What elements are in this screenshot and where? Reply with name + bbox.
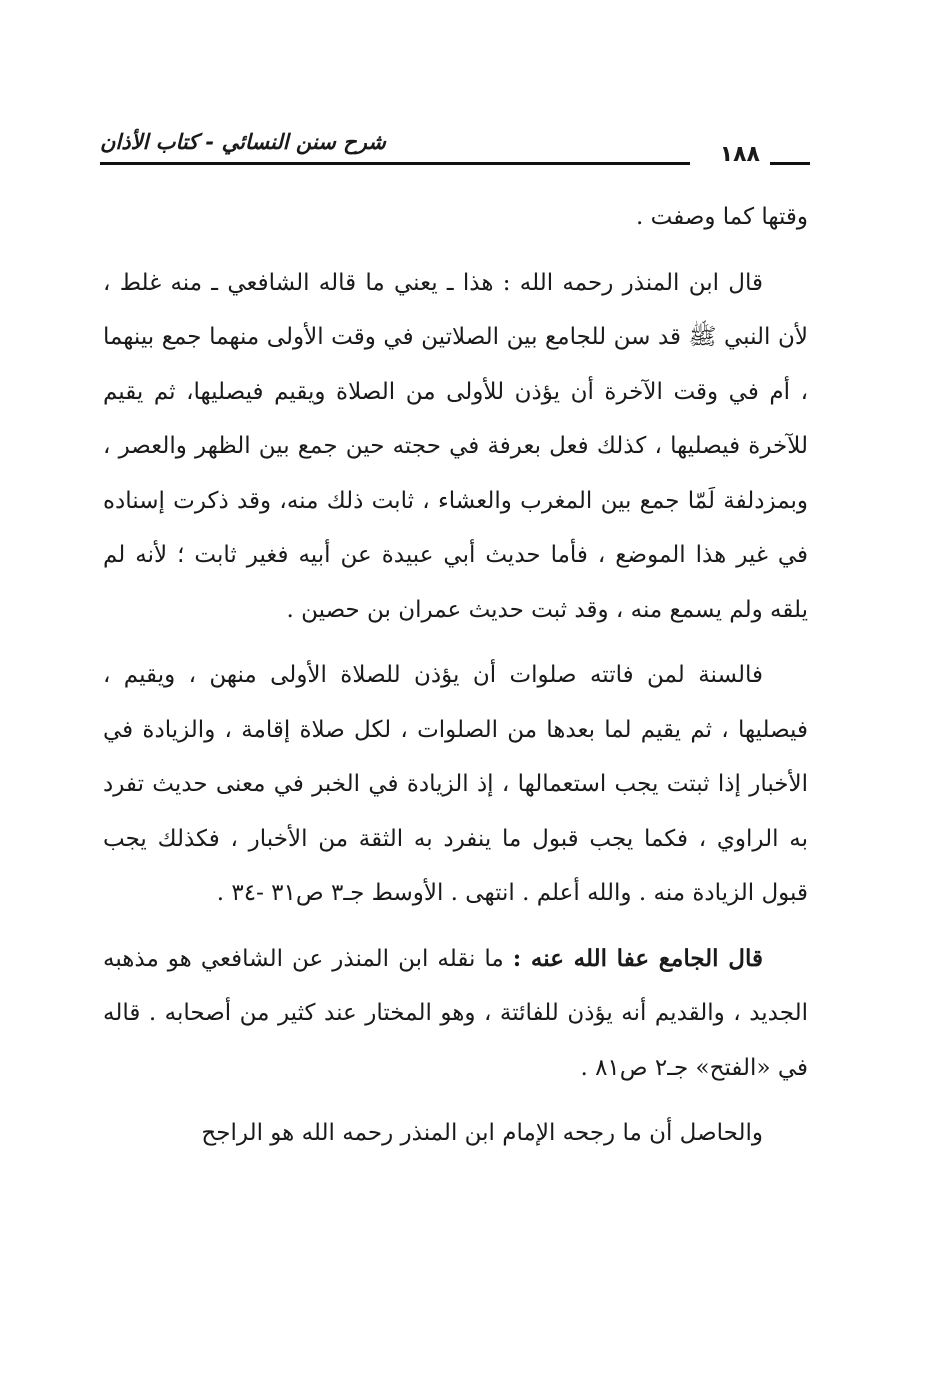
body-text <box>103 190 808 1161</box>
paragraph-sunnah: فالسنة لمن فاتته صلوات أن يؤذن للصلاة الأولى منهن ، ويقيم ، فيصليها ، ثم يقيم لما بعدها من الصلوات ، لكل صلاة إقامة ، والزيادة في الأخبار إذا ثبتت يجب استعمالها ، إذ الزيادة في الخبر في معنى حديث تفرد به الراوي ، فكما يجب قبول ما ينفرد به الثقة من الأخبار ، فكذلك يجب قبول الزيادة منه . والله أعلم . انتهى . الأوسط جـ٣ ص٣١ -٣٤ . <box>103 662 808 906</box>
paragraph-lead: قال الجامع عفا الله عنه : <box>512 944 763 972</box>
paragraph-jami-text: ما نقله ابن المنذر عن الشافعي هو مذهبه الجديد ، والقديم أنه يؤذن للفائتة ، وهو المختار عند كثير من أصحابه . قاله في «الفتح» جـ٢ ص٨١ . <box>103 945 808 1081</box>
paragraph-ibn-almundhir: قال ابن المنذر رحمه الله : هذا ـ يعني ما قاله الشافعي ـ منه غلط ، لأن النبي ﷺ قد سن للجامع بين الصلاتين في وقت الأولى منهما جمع بينهما ، أم في وقت الآخرة أن يؤذن للأولى من الصلاة ويقيم فيصليها، ثم يقيم للآخرة فيصليها ، كذلك فعل بعرفة في حجته حين جمع بين الظهر والعصر ، وبمزدلفة لَمّا جمع بين المغرب والعشاء ، ثابت ذلك منه، وقد ذكرت إسناده في غير هذا الموضع ، فأما حديث أبي عبيدة عن أبيه فغير ثابت ؛ لأنه لم يلقه ولم يسمع منه ، وقد ثبت حديث عمران بن حصين . <box>103 269 808 623</box>
page-number: ١٨٨ <box>719 142 760 167</box>
page-header <box>100 112 810 172</box>
running-title: شرح سنن النسائي - كتاب الأذان <box>100 130 386 154</box>
header-rule <box>100 162 690 165</box>
page-number-rule <box>770 162 810 165</box>
paragraph-jami <box>103 932 808 1096</box>
paragraph-conclusion: والحاصل أن ما رجحه الإمام ابن المنذر رحمه الله هو الراجح <box>201 1120 763 1146</box>
paragraph-continuation: وقتها كما وصفت . <box>635 204 808 230</box>
